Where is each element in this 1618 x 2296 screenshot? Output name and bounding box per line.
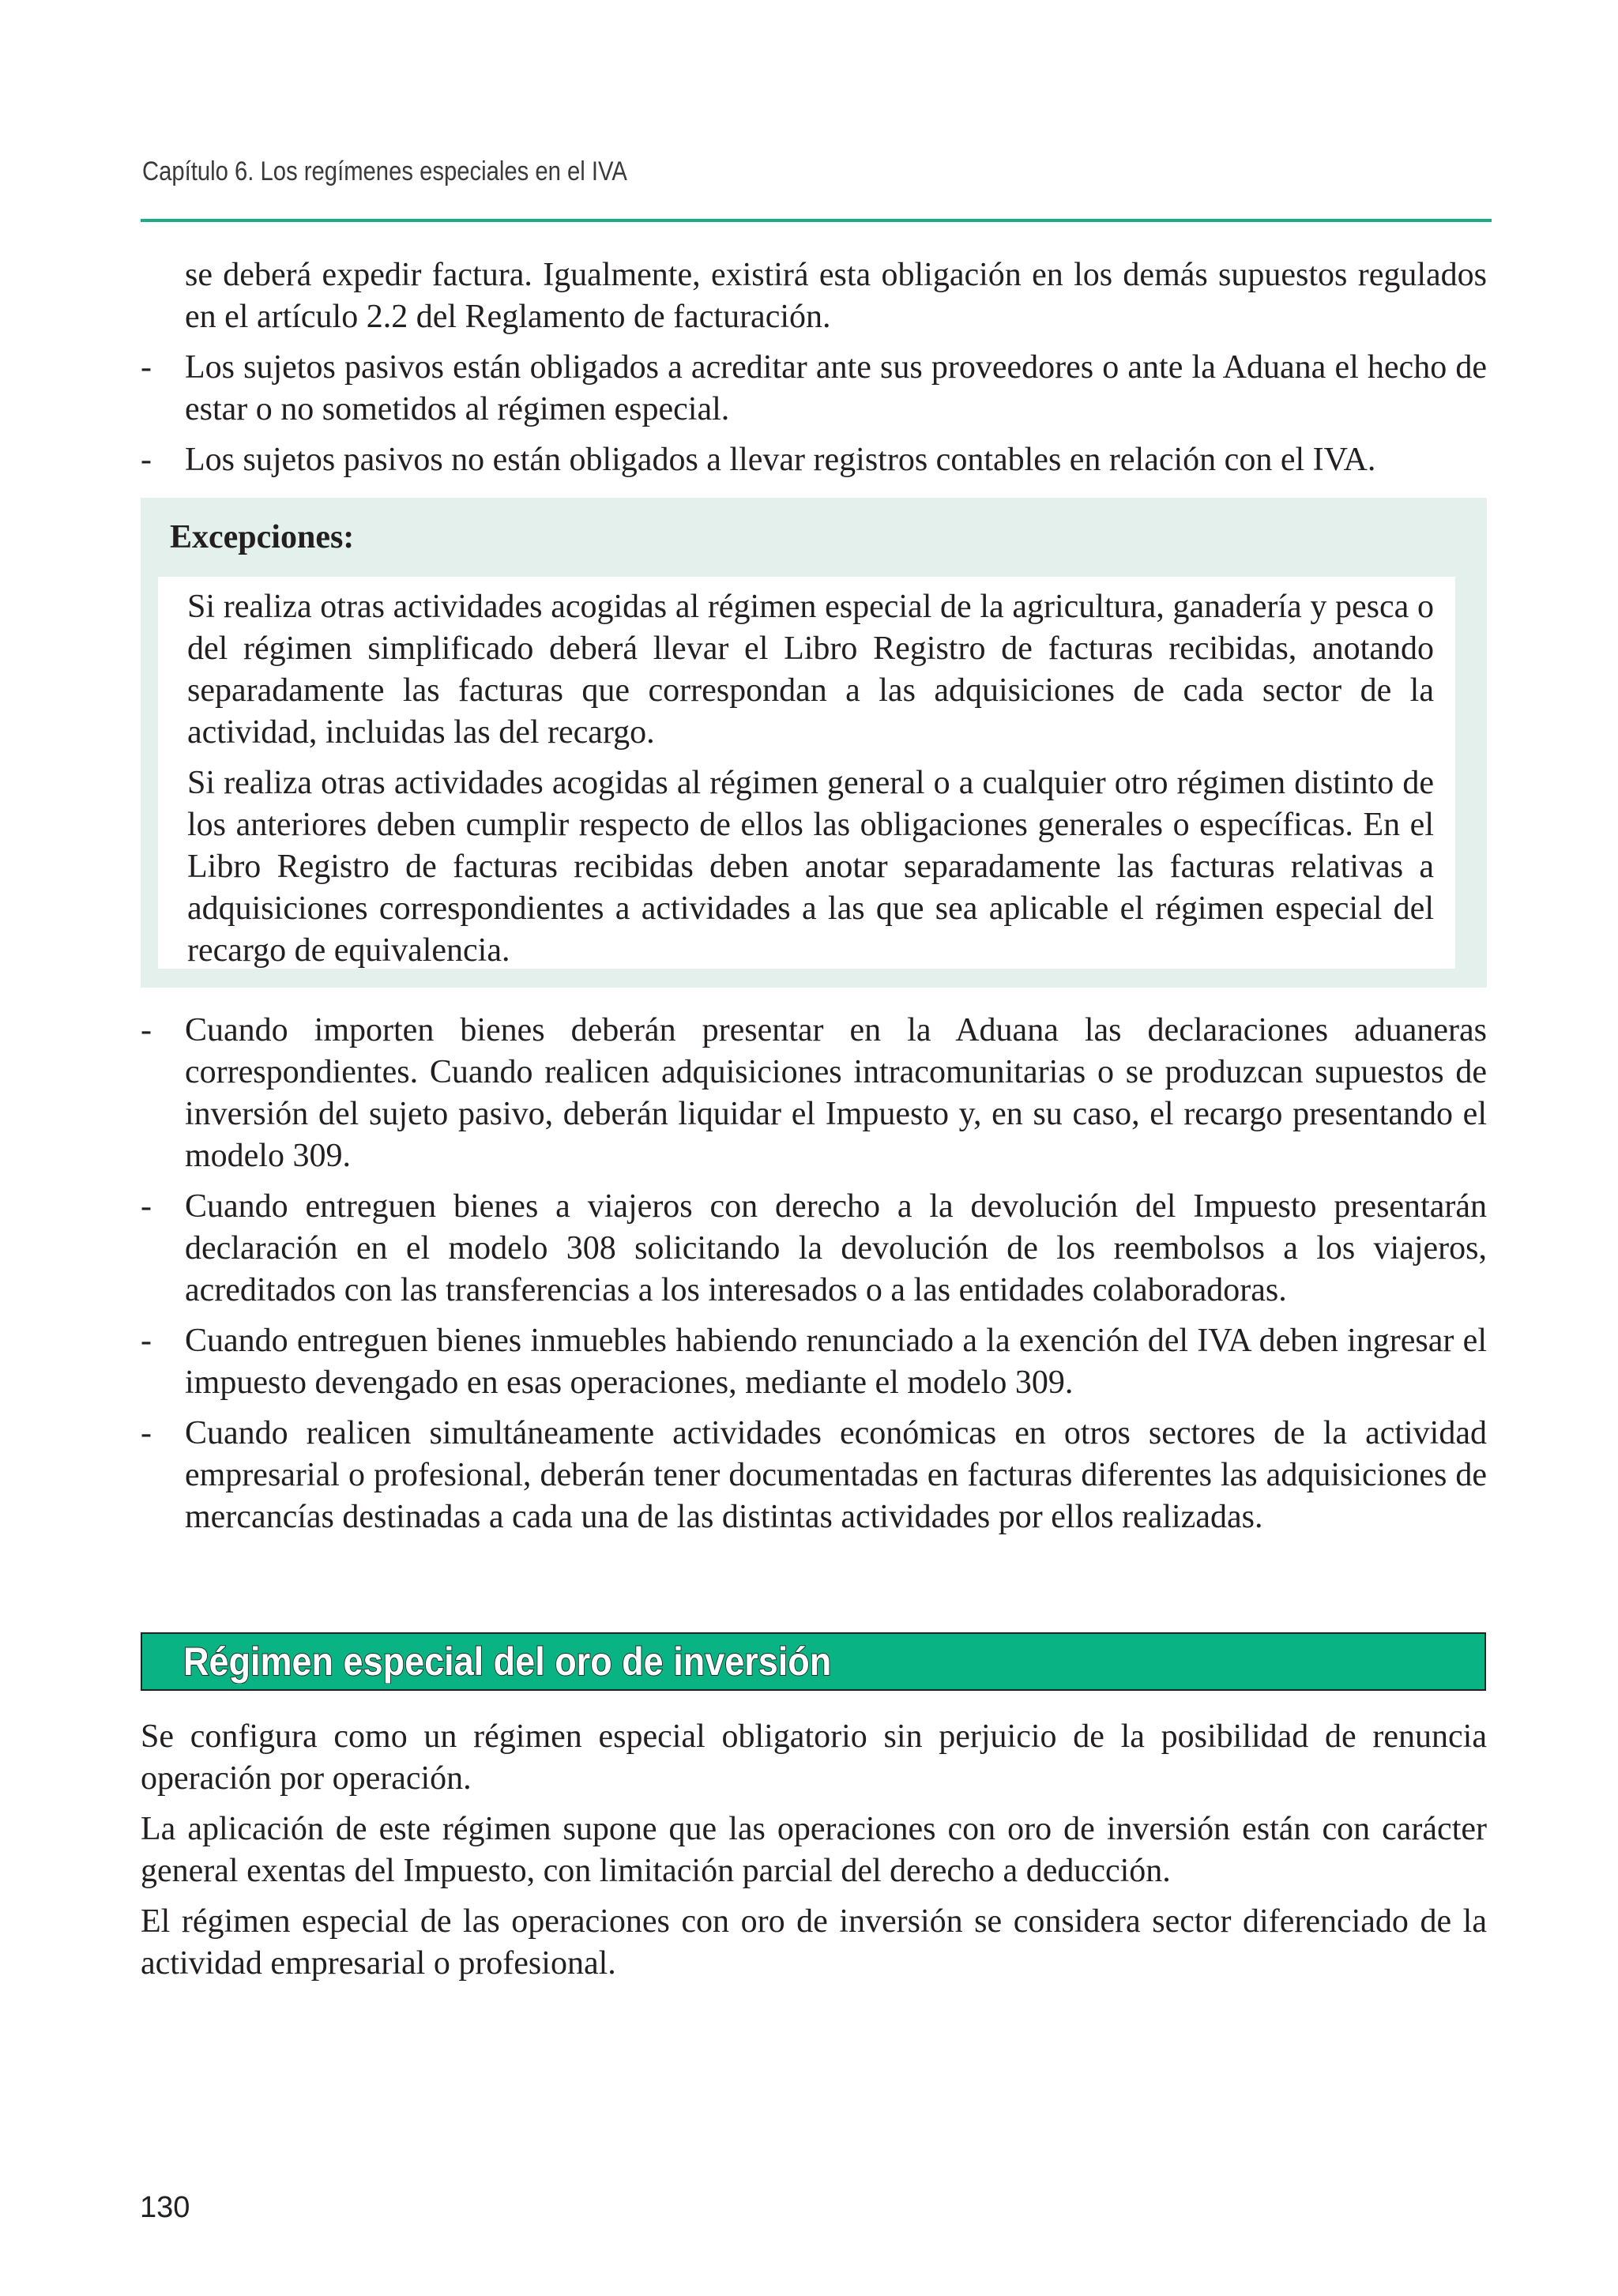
exceptions-paragraph: Si realiza otras actividades acogidas al régimen general o a cualquier otro régimen distinto de los anteriores deben cumplir respecto de ellos las obligaciones generales o específicas. En el Libro Registro de facturas recibidas deben anotar separadamente las facturas relativas a adquisiciones correspondientes a actividades a las que sea aplicable el régimen especial del recargo de equivalencia. <box>187 765 1434 969</box>
page-number: 130 <box>140 2191 190 2224</box>
dash-marker: - <box>141 442 152 478</box>
top-section <box>141 254 1487 490</box>
exceptions-content <box>158 577 1455 969</box>
list-item-text: Cuando entreguen bienes inmuebles habiendo renunciado a la exención del IVA deben ingresar el impuesto devengado en esas operaciones, mediante el modelo 309. <box>185 1323 1487 1401</box>
list-item <box>141 1413 1487 1538</box>
list-item <box>141 1320 1487 1404</box>
body-paragraph: Se configura como un régimen especial obligatorio sin perjuicio de la posibilidad de renuncia operación por operación. <box>141 1718 1487 1797</box>
continuation-paragraph: se deberá expedir factura. Igualmente, existirá esta obligación en los demás supuestos regulados en el artículo 2.2 del Reglamento de facturación. <box>185 257 1487 335</box>
dash-marker: - <box>141 1323 152 1359</box>
dash-marker: - <box>141 1415 152 1451</box>
list-item-text: Los sujetos pasivos no están obligados a llevar registros contables en relación con el IVA. <box>185 442 1376 478</box>
exceptions-paragraph: Si realiza otras actividades acogidas al régimen especial de la agricultura, ganadería y pesca o del régimen simplificado deberá llevar el Libro Registro de facturas recibidas, anotando separadamente las facturas que correspondan a las adquisiciones de cada sector de la actividad, incluidas las del recargo. <box>187 589 1434 751</box>
list-item-text: Cuando entreguen bienes a viajeros con derecho a la devolución del Impuesto presentarán declaración en el modelo 308 solicitando la devolución de los reembolsos a los viajeros, acreditados con las transferencias a los interesados o a las entidades colaboradoras. <box>185 1188 1487 1308</box>
header-rule <box>141 219 1492 222</box>
section-body <box>141 1716 1487 1993</box>
list-item-text: Cuando realicen simultáneamente actividades económicas en otros sectores de la actividad empresarial o profesional, deberán tener documentadas en facturas diferentes las adquisiciones de mercancías destinadas a cada una de las distintas actividades por ellos realizadas. <box>185 1415 1487 1535</box>
exceptions-box <box>141 498 1487 988</box>
dash-marker: - <box>141 1012 152 1048</box>
exceptions-title: Excepciones: <box>170 519 355 555</box>
section-heading-bar <box>141 1632 1486 1691</box>
list-item <box>141 1186 1487 1312</box>
list-item-text: Cuando importen bienes deberán presentar en la Aduana las declaraciones aduaneras correspondientes. Cuando realicen adquisiciones intracomunitarias o se produzcan supuestos de inversión del sujeto pasivo, deberán liquidar el Impuesto y, en su caso, el recargo presentando el modelo 309. <box>185 1012 1487 1174</box>
body-paragraph: El régimen especial de las operaciones con oro de inversión se considera sector diferenciado de la actividad empresarial o profesional. <box>141 1903 1487 1982</box>
dash-marker: - <box>141 349 152 386</box>
middle-bullet-list <box>141 1010 1487 1538</box>
dash-marker: - <box>141 1188 152 1225</box>
list-item-text: Los sujetos pasivos están obligados a acreditar ante sus proveedores o ante la Aduana el hecho de estar o no sometidos al régimen especial. <box>185 349 1487 427</box>
list-item <box>141 439 1487 481</box>
middle-section <box>141 1010 1487 1547</box>
list-item <box>141 1010 1487 1177</box>
running-header: Capítulo 6. Los regímenes especiales en el IVA <box>142 156 627 186</box>
top-bullet-list <box>141 347 1487 481</box>
section-heading: Régimen especial del oro de inversión <box>183 1639 832 1684</box>
list-item <box>141 347 1487 431</box>
body-paragraph: La aplicación de este régimen supone que las operaciones con oro de inversión están con carácter general exentas del Impuesto, con limitación parcial del derecho a deducción. <box>141 1811 1487 1889</box>
